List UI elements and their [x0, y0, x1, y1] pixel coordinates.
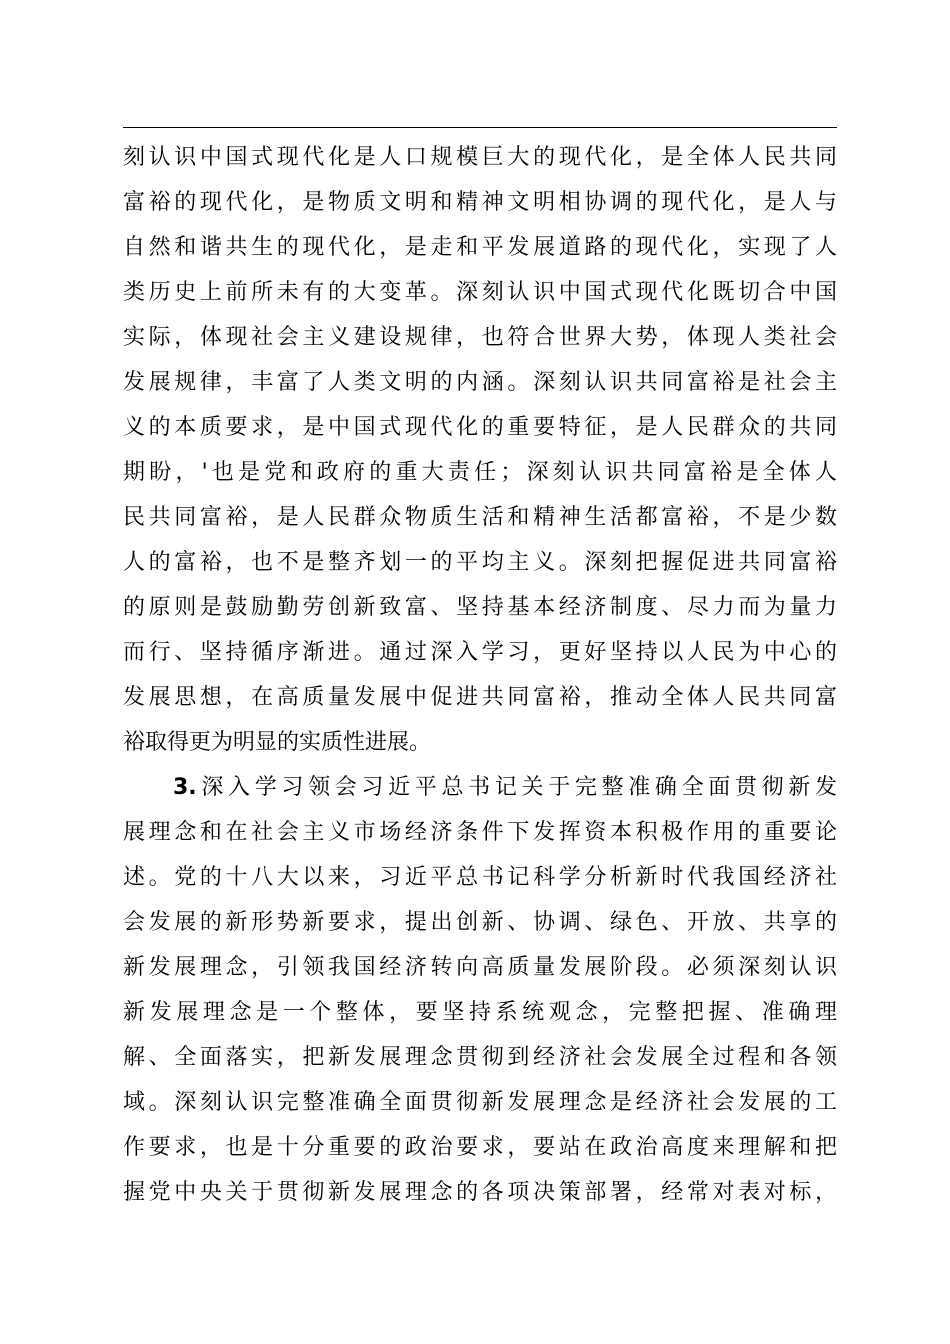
paragraph-number: 3.	[173, 775, 197, 800]
text-line: 会发展的新形势新要求，提出创新、协调、绿色、开放、共享的	[123, 910, 837, 935]
body-text	[123, 135, 837, 1215]
text-line: 实际，体现社会主义建设规律，也符合世界大势，体现人类社会	[123, 325, 837, 350]
paragraph-heading-text: 深入学习领会习近平总书记关于完整准确全面贯彻新发	[196, 775, 837, 800]
text-line: 新发展理念是一个整体，要坚持系统观念，完整把握、准确理	[123, 1000, 837, 1025]
text-line: 富裕的现代化，是物质文明和精神文明相协调的现代化，是人与	[123, 190, 837, 215]
text-line: 而行、坚持循序渐进。通过深入学习，更好坚持以人民为中心的	[123, 640, 837, 665]
text-line: 期盼，'也是党和政府的重大责任；深刻认识共同富裕是全体人	[123, 460, 837, 485]
text-line: 握党中央关于贯彻新发展理念的各项决策部署，经常对表对标，	[123, 1180, 837, 1205]
text-line: 裕取得更为明显的实质性进展。	[123, 730, 432, 755]
text-line: 作要求，也是十分重要的政治要求，要站在政治高度来理解和把	[123, 1135, 837, 1160]
text-line: 述。党的十八大以来，习近平总书记科学分析新时代我国经济社	[123, 865, 837, 890]
text-line: 类历史上前所未有的大变革。深刻认识中国式现代化既切合中国	[123, 280, 837, 305]
text-line: 民共同富裕，是人民群众物质生活和精神生活都富裕，不是少数	[123, 505, 837, 530]
text-line: 人的富裕，也不是整齐划一的平均主义。深刻把握促进共同富裕	[123, 550, 837, 575]
text-line: 义的本质要求，是中国式现代化的重要特征，是人民群众的共同	[123, 415, 837, 440]
text-line: 刻认识中国式现代化是人口规模巨大的现代化，是全体人民共同	[123, 145, 837, 170]
paragraph-1	[123, 135, 837, 765]
text-line: 域。深刻认识完整准确全面贯彻新发展理念是经济社会发展的工	[123, 1090, 837, 1115]
text-line: 自然和谐共生的现代化，是走和平发展道路的现代化，实现了人	[123, 235, 837, 260]
paragraph-2	[123, 765, 837, 1215]
header-rule	[123, 127, 837, 128]
paragraph-2-first-line	[123, 765, 837, 810]
text-line: 发展规律，丰富了人类文明的内涵。深刻认识共同富裕是社会主	[123, 370, 837, 395]
text-line: 展理念和在社会主义市场经济条件下发挥资本积极作用的重要论	[123, 820, 837, 845]
text-line: 的原则是鼓励勤劳创新致富、坚持基本经济制度、尽力而为量力	[123, 595, 837, 620]
text-line: 新发展理念，引领我国经济转向高质量发展阶段。必须深刻认识	[123, 955, 837, 980]
text-line: 发展思想，在高质量发展中促进共同富裕，推动全体人民共同富	[123, 685, 837, 710]
text-line: 解、全面落实，把新发展理念贯彻到经济社会发展全过程和各领	[123, 1045, 837, 1070]
